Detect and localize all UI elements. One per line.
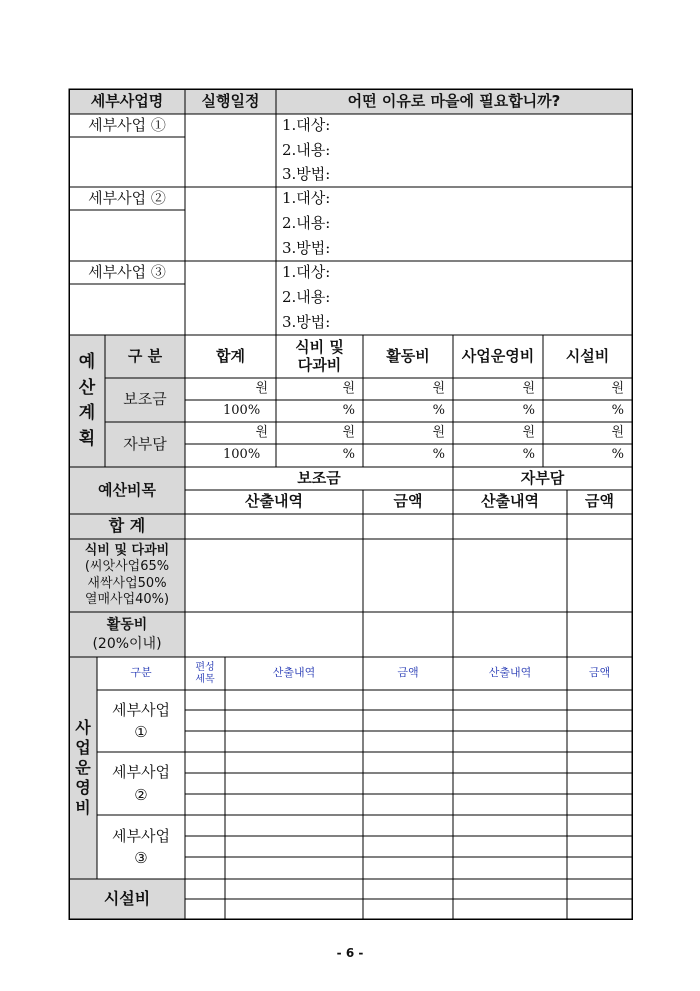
budget-plan-subsidy-label: 보조금 [123, 390, 167, 409]
operation-subproject-1-line-2: ① [134, 723, 148, 741]
operation-subsidy-amount-header: 금액 [397, 666, 419, 680]
budget-plan-operation-header: 사업운영비 [461, 346, 535, 365]
operation-subproject-1 [97, 690, 185, 752]
budget-items-label: 예산비목 [98, 480, 156, 499]
selfpay-total-won[interactable]: 원 [255, 424, 268, 440]
subproject-3-content[interactable]: 2.내용: [282, 287, 331, 306]
activity-label-line-2: (20%이내) [92, 635, 162, 652]
subsidy-operation-won[interactable]: 원 [522, 380, 535, 396]
budget-items-selfpay-header: 자부담 [520, 468, 565, 487]
facility-cost-label: 시설비 [103, 888, 151, 908]
subsidy-activity-won[interactable]: 원 [432, 380, 445, 396]
budget-plan-total-header: 합계 [216, 346, 245, 365]
budget-plan-food-header [276, 335, 363, 378]
budget-plan-char-4: 획 [78, 428, 96, 449]
operation-char-4: 영 [75, 778, 91, 797]
budget-plan-facility-header: 시설비 [565, 346, 610, 365]
budget-items-food-label [69, 539, 185, 612]
operation-subproject-3-line-2: ③ [134, 849, 148, 867]
budget-plan-char-1: 예 [78, 352, 96, 372]
subproject-3-name: 세부사업 ③ [88, 262, 166, 281]
selfpay-food-won[interactable]: 원 [342, 424, 355, 440]
selfpay-facility-won[interactable]: 원 [611, 424, 624, 440]
operation-char-5: 비 [75, 798, 91, 817]
budget-plan-char-3: 계 [78, 403, 96, 423]
subproject-2-content[interactable]: 2.내용: [282, 213, 331, 232]
operation-side-label [69, 657, 97, 879]
selfpay-food-pct[interactable]: % [342, 447, 355, 463]
operation-subproject-2-line-2: ② [134, 785, 148, 804]
subproject-1-method[interactable]: 3.방법: [282, 165, 331, 184]
subsidy-food-won[interactable]: 원 [342, 380, 355, 396]
operation-char-1: 사 [75, 718, 91, 737]
budget-plan-category-header: 구 분 [127, 346, 163, 365]
header-schedule: 실행일정 [201, 91, 260, 110]
budget-plan-activity-header: 활동비 [386, 346, 430, 365]
subsidy-operation-pct[interactable]: % [522, 402, 535, 418]
operation-item-header [185, 657, 225, 690]
selfpay-amount-header: 금액 [585, 492, 614, 511]
subsidy-activity-pct[interactable]: % [432, 402, 445, 418]
item-header-line-2: 세목 [195, 673, 215, 685]
subsidy-food-pct[interactable]: % [342, 402, 355, 418]
header-reason: 어떤 이유로 마을에 필요합니까? [347, 91, 561, 110]
operation-subsidy-calc-header: 산출내역 [272, 666, 316, 680]
budget-plan-side-label [69, 335, 105, 467]
operation-char-3: 운 [75, 758, 91, 777]
budget-items-subsidy-header: 보조금 [297, 468, 341, 487]
subsidy-amount-header: 금액 [393, 492, 423, 511]
operation-category-header: 구분 [130, 666, 152, 680]
operation-selfpay-amount-header: 금액 [588, 666, 611, 680]
operation-selfpay-calc-header: 산출내역 [488, 666, 532, 680]
selfpay-activity-pct[interactable]: % [432, 447, 445, 463]
budget-items-activity-label [69, 612, 185, 657]
subproject-1-name: 세부사업 ① [88, 115, 166, 134]
selfpay-facility-pct[interactable]: % [611, 447, 624, 463]
selfpay-total-pct[interactable]: 100% [223, 447, 261, 463]
subsidy-total-pct[interactable]: 100% [223, 402, 261, 418]
item-header-line-1: 편성 [195, 662, 215, 673]
subproject-2-target[interactable]: 1.대상: [282, 189, 331, 208]
food-label-line-2: (씨앗사업65% [84, 559, 170, 575]
operation-subproject-3 [97, 815, 185, 879]
subproject-3-target[interactable]: 1.대상: [282, 263, 331, 282]
subproject-2-name: 세부사업 ② [88, 188, 166, 207]
operation-subproject-2 [97, 752, 185, 815]
operation-subproject-1-line-1: 세부사업 [112, 700, 170, 719]
subsidy-calc-detail-header: 산출내역 [245, 492, 303, 511]
page-number: - 6 - [336, 946, 364, 960]
budget-plan-selfpay-label: 자부담 [123, 434, 167, 453]
subsidy-total-won[interactable]: 원 [255, 380, 268, 396]
operation-char-2: 업 [75, 738, 91, 757]
food-label-line-4: 열매사업40%) [84, 591, 170, 607]
food-header-line-2: 다과비 [297, 355, 342, 374]
budget-plan-char-2: 산 [78, 377, 96, 398]
operation-subproject-2-line-1: 세부사업 [112, 763, 170, 781]
subsidy-facility-won[interactable]: 원 [611, 380, 624, 396]
selfpay-calc-detail-header: 산출내역 [481, 492, 539, 511]
selfpay-operation-won[interactable]: 원 [522, 424, 535, 440]
subproject-3-method[interactable]: 3.방법: [282, 312, 331, 331]
food-label-line-3: 새싹사업50% [87, 575, 167, 591]
operation-subproject-3-line-1: 세부사업 [112, 826, 170, 845]
header-subproject-name: 세부사업명 [90, 91, 164, 110]
subproject-2-method[interactable]: 3.방법: [282, 238, 331, 257]
activity-label-line-1: 활동비 [106, 617, 148, 634]
selfpay-activity-won[interactable]: 원 [432, 424, 445, 440]
food-header-line-1: 식비 및 [295, 338, 344, 357]
subproject-1-target[interactable]: 1.대상: [282, 116, 331, 135]
subsidy-facility-pct[interactable]: % [611, 402, 624, 418]
budget-items-total-label: 합 계 [108, 516, 146, 536]
subproject-1-content[interactable]: 2.내용: [282, 140, 331, 159]
food-label-line-1: 식비 및 다과비 [84, 543, 170, 558]
selfpay-operation-pct[interactable]: % [522, 447, 535, 463]
